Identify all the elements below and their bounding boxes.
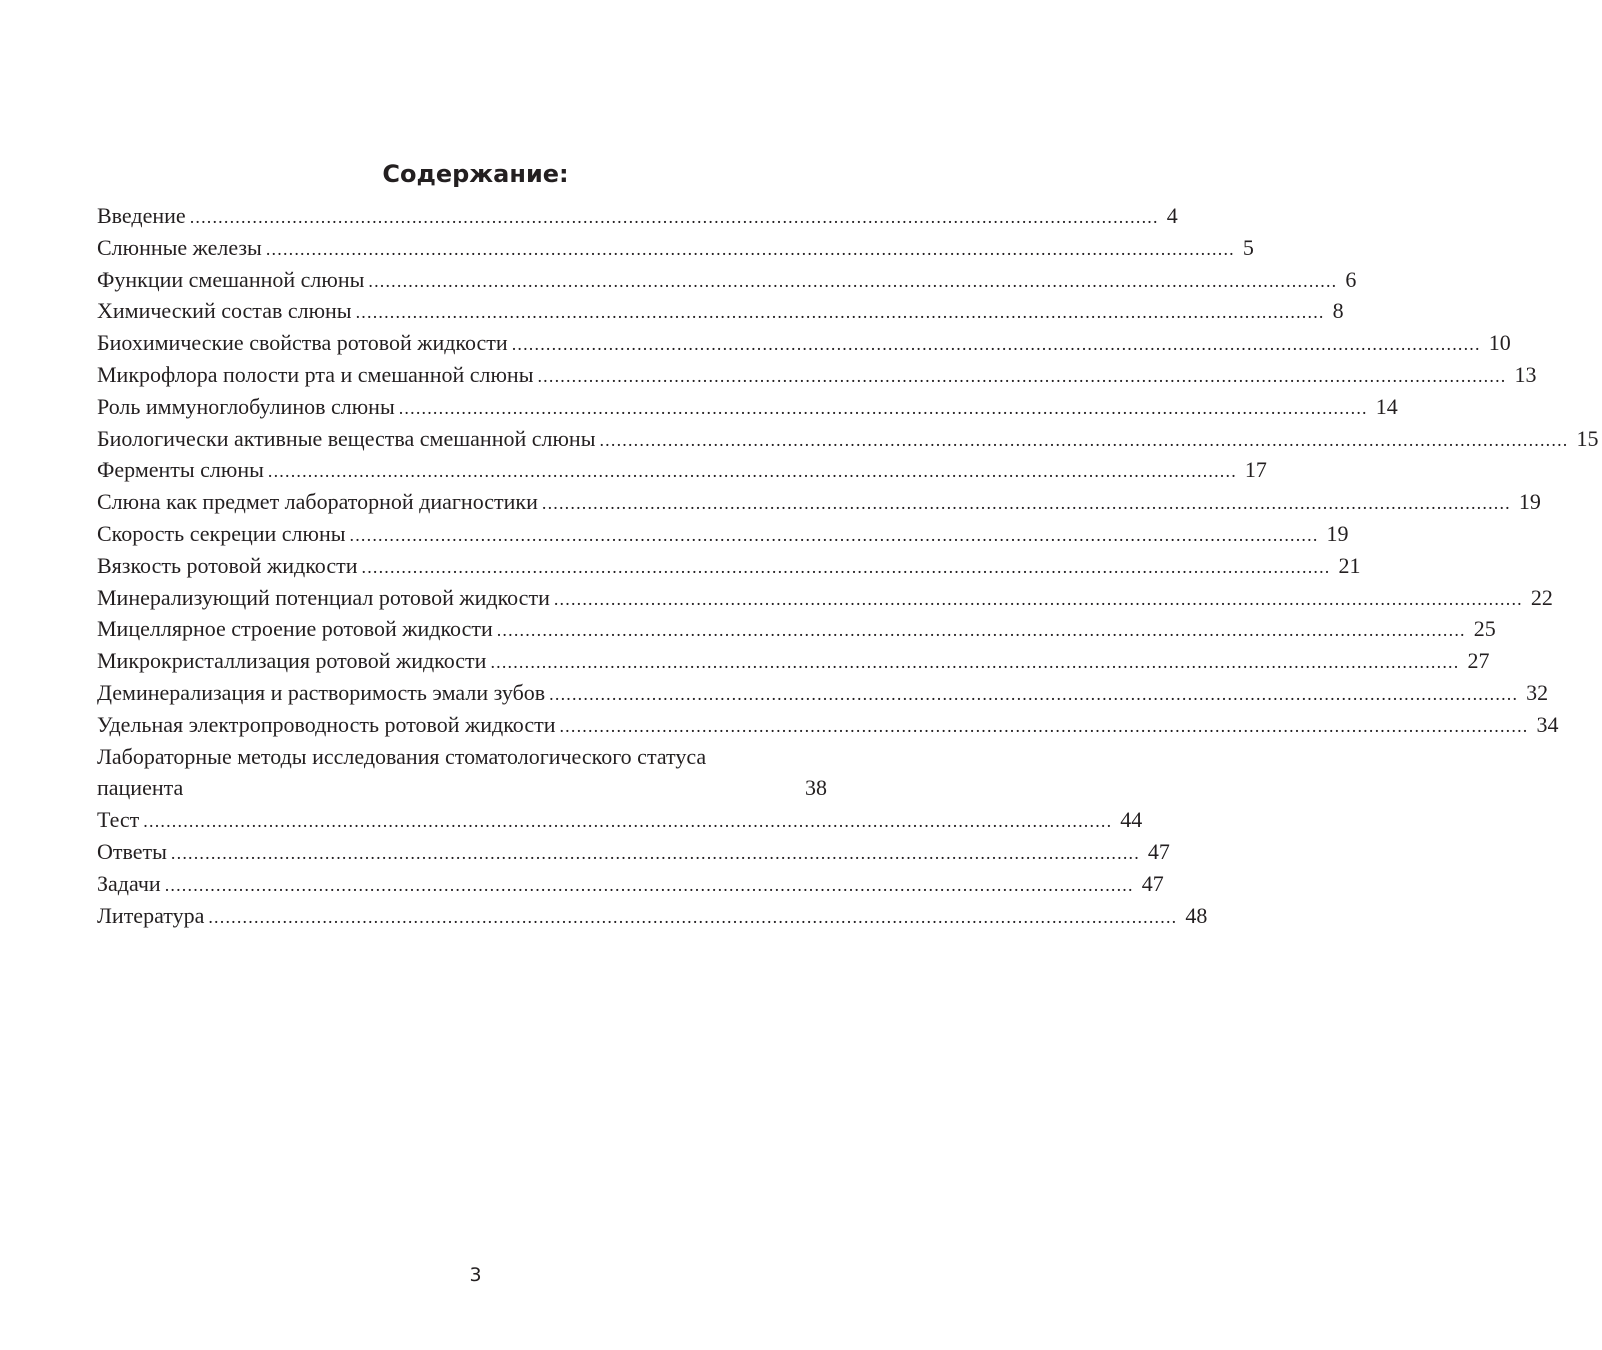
toc-leader-dots: .......................................................................................................................................................................... <box>267 461 1237 482</box>
toc-entry[interactable] <box>97 550 1361 582</box>
toc-entry-page: 34 <box>1536 711 1559 737</box>
toc-entry-label: Роль иммуноглобулинов слюны <box>97 393 395 419</box>
toc-entry-label: Слюна как предмет лабораторной диагностики <box>97 489 538 515</box>
page-number: 3 <box>469 1264 482 1286</box>
toc-title: Содержание: <box>382 160 569 188</box>
toc-entry[interactable] <box>97 582 1553 614</box>
toc-leader-dots: .......................................................................................................................................................................... <box>553 588 1523 609</box>
toc-entry[interactable] <box>97 200 1178 232</box>
toc-entry-page: 19 <box>1326 520 1349 546</box>
toc-leader-dots: .......................................................................................................................................................................... <box>599 429 1569 450</box>
toc-leader-dots: .......................................................................................................................................................................... <box>537 365 1507 386</box>
toc-leader-dots: .......................................................................................................................................................................... <box>559 715 1529 736</box>
toc-entry-label: Минерализующий потенциал ротовой жидкости <box>97 584 550 610</box>
toc-entry[interactable] <box>97 359 1537 391</box>
toc-entry-page: 6 <box>1345 266 1357 292</box>
toc-entry[interactable] <box>97 645 1490 677</box>
toc-entry-label-continuation: пациента <box>97 775 184 801</box>
toc-entry[interactable] <box>97 327 1511 359</box>
toc-entry-page: 21 <box>1338 552 1361 578</box>
toc-entry[interactable] <box>97 454 1267 486</box>
toc-entry-page: 47 <box>1147 838 1170 864</box>
toc-entry-label: Ферменты слюны <box>97 457 264 483</box>
toc-entry[interactable] <box>97 836 1170 868</box>
toc-leader-dots: .......................................................................................................................................................................... <box>189 207 1159 227</box>
toc-entry[interactable] <box>97 741 831 805</box>
toc-list <box>97 200 1599 931</box>
toc-entry-line2 <box>97 772 831 804</box>
toc-entry[interactable] <box>97 613 1496 645</box>
toc-entry-page: 38 <box>805 775 827 801</box>
toc-entry-page: 27 <box>1467 648 1490 674</box>
toc-entry-label: Литература <box>97 902 205 928</box>
toc-entry-page: 32 <box>1526 679 1549 705</box>
toc-leader-dots: .......................................................................................................................................................................... <box>349 524 1319 545</box>
toc-leader-dots: .......................................................................................................................................................................... <box>361 556 1331 577</box>
toc-entry-label: Мицеллярное строение ротовой жидкости <box>97 616 493 642</box>
toc-entry-page: 15 <box>1576 425 1599 451</box>
toc-entry-label: Биологически активные вещества смешанной слюны <box>97 425 596 451</box>
toc-entry-page: 44 <box>1120 807 1143 833</box>
toc-leader-dots: .......................................................................................................................................................................... <box>549 683 1519 704</box>
toc-entry-page: 5 <box>1242 234 1254 260</box>
toc-leader-dots: .......................................................................................................................................................................... <box>164 874 1134 895</box>
toc-entry[interactable] <box>97 804 1143 836</box>
toc-entry[interactable] <box>97 900 1208 932</box>
toc-entry-label: Микрокристаллизация ротовой жидкости <box>97 648 487 674</box>
toc-entry-page: 47 <box>1141 870 1164 896</box>
toc-entry-label: Лабораторные методы исследования стоматологического статуса <box>97 743 707 769</box>
toc-entry-page: 22 <box>1530 584 1553 610</box>
toc-entry-label: Слюнные железы <box>97 234 262 260</box>
toc-leader-dots: .......................................................................................................................................................................... <box>265 238 1235 259</box>
toc-entry-label: Введение <box>97 203 186 228</box>
toc-entry[interactable] <box>97 709 1559 741</box>
toc-leader-dots: .......................................................................................................................................................................... <box>398 397 1368 418</box>
toc-entry-label: Задачи <box>97 870 161 896</box>
toc-entry-page: 10 <box>1488 330 1511 356</box>
toc-leader-dots: .......................................................................................................................................................................... <box>368 270 1338 291</box>
toc-leader-dots: .......................................................................................................................................................................... <box>143 811 1113 832</box>
toc-entry[interactable] <box>97 232 1254 264</box>
toc-entry-label: Функции смешанной слюны <box>97 266 365 292</box>
toc-entry-label: Вязкость ротовой жидкости <box>97 552 358 578</box>
toc-entry-label: Микрофлора полости рта и смешанной слюны <box>97 361 534 387</box>
toc-entry-label: Удельная электропроводность ротовой жидкости <box>97 711 556 737</box>
toc-entry-label: Химический состав слюны <box>97 298 352 324</box>
toc-entry[interactable] <box>97 423 1599 455</box>
toc-entry-label: Ответы <box>97 838 167 864</box>
toc-leader-dots: .......................................................................................................................................................................... <box>355 302 1325 323</box>
toc-entry-page: 13 <box>1514 361 1537 387</box>
toc-entry-label: Скорость секреции слюны <box>97 520 346 546</box>
toc-leader-dots: .......................................................................................................................................................................... <box>490 652 1460 673</box>
toc-leader-dots: .......................................................................................................................................................................... <box>496 620 1466 641</box>
toc-entry[interactable] <box>97 677 1549 709</box>
toc-entry[interactable] <box>97 486 1541 518</box>
toc-entry[interactable] <box>97 518 1349 550</box>
toc-entry-label: Биохимические свойства ротовой жидкости <box>97 330 508 356</box>
toc-entry-page: 48 <box>1185 902 1208 928</box>
toc-entry[interactable] <box>97 295 1344 327</box>
toc-entry-page: 4 <box>1166 203 1178 228</box>
toc-leader-dots: .......................................................................................................................................................................... <box>170 842 1140 863</box>
toc-entry-label: Деминерализация и растворимость эмали зубов <box>97 679 546 705</box>
toc-entry-page: 19 <box>1518 489 1541 515</box>
toc-leader-dots: .......................................................................................................................................................................... <box>541 493 1511 514</box>
toc-leader-dots: .......................................................................................................................................................................... <box>511 334 1481 355</box>
toc-entry-page: 25 <box>1473 616 1496 642</box>
toc-entry[interactable] <box>97 868 1164 900</box>
toc-entry[interactable] <box>97 391 1398 423</box>
toc-entry[interactable] <box>97 264 1357 296</box>
toc-entry-page: 14 <box>1375 393 1398 419</box>
toc-leader-dots: .......................................................................................................................................................................... <box>208 906 1178 927</box>
toc-entry-page: 8 <box>1332 298 1344 324</box>
toc-entry-label: Тест <box>97 807 140 833</box>
toc-entry-page: 17 <box>1244 457 1267 483</box>
